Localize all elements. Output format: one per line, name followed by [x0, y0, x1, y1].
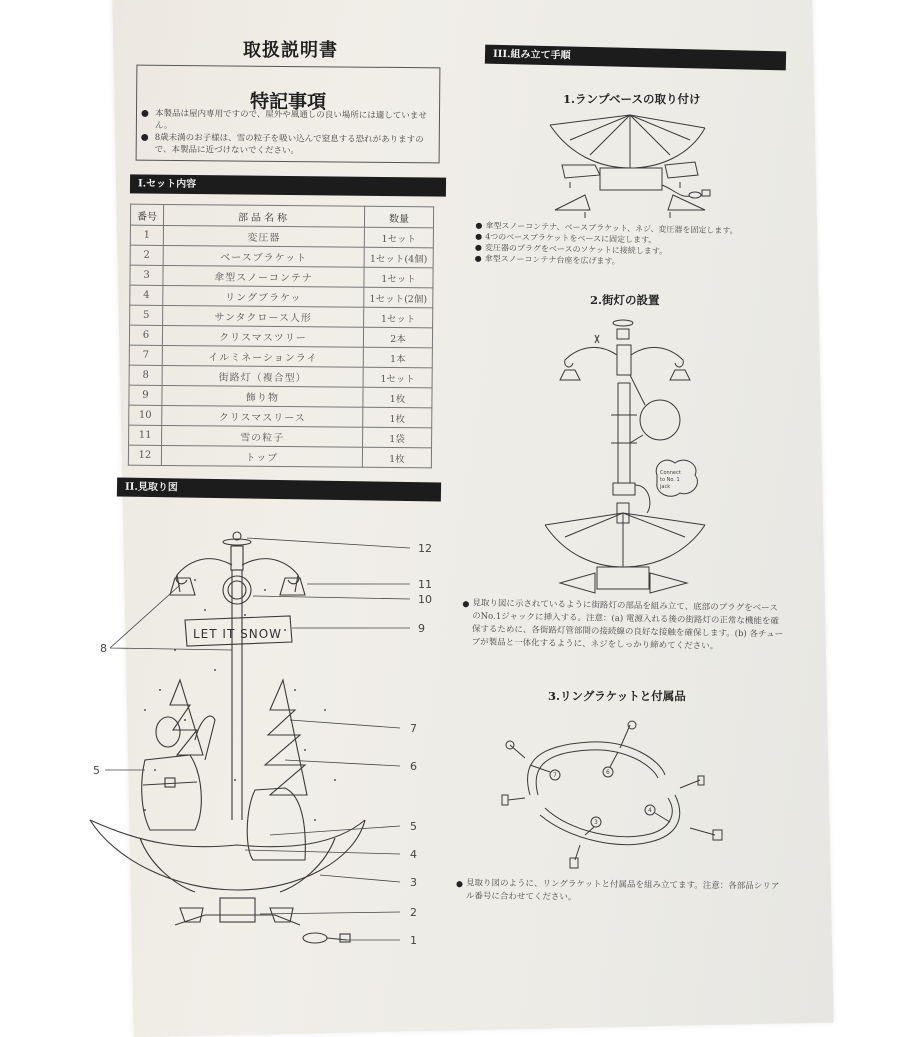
column-header-quantity: 数量 — [364, 206, 433, 228]
part-number-cell: 6 — [129, 325, 162, 345]
table-row — [129, 325, 432, 348]
part-name-cell: リングブラケッ — [163, 285, 364, 307]
part-quantity-cell: 1袋 — [363, 427, 432, 448]
ring-label-3: 3 — [594, 819, 598, 826]
ring-label-6: 6 — [606, 769, 610, 776]
part-quantity-cell: 2本 — [363, 327, 432, 348]
part-name-cell: ベースブラケット — [163, 245, 364, 267]
overview-diagram — [85, 520, 445, 960]
part-name-cell: 傘型スノーコンテナ — [163, 265, 364, 287]
part-name-cell: イルミネーションライ — [162, 345, 363, 367]
step1-bullet: ● 変圧器のプラグをベースのソケットに接続します。 — [475, 242, 775, 259]
part-number-cell: 7 — [129, 345, 162, 365]
part-quantity-cell: 1セット — [363, 367, 432, 388]
step2-bullet: ● 見取り図に示されているように街路灯の部品を組み立て、底部のプラグをベースのNo.1ジャックに挿入する。注意：(a) 電源入れる後の街路灯の正常な機能を確保するために、各街路灯管部間の接続線の良好な接触を確保します。(b) 各チューブが製品と一体化するように、ネジをしっかり締めてください。 — [462, 597, 785, 655]
part-quantity-cell: 1本 — [363, 347, 432, 368]
step3-bullet: ● 見取り図のように、リングラケットと付属品を組み立てます。注意：各部品シリアル番号に合わせてください。 — [456, 877, 786, 906]
table-row — [130, 265, 433, 288]
table-row — [130, 245, 433, 268]
callout-6: 6 — [410, 760, 417, 773]
table-row — [130, 305, 433, 328]
table-row — [129, 425, 432, 448]
column-header-number: 番号 — [130, 204, 163, 225]
parts-table — [128, 204, 434, 469]
part-number-cell: 1 — [130, 225, 163, 245]
part-quantity-cell: 1枚 — [362, 447, 431, 468]
step2-bullets — [462, 597, 785, 655]
callout-10: 10 — [418, 593, 432, 606]
part-number-cell: 4 — [130, 285, 163, 305]
connect-bubble-line: to No. 1 — [660, 477, 680, 483]
snow-dots-icon — [144, 579, 336, 821]
table-row — [130, 285, 433, 308]
document-title: 取扱説明書 — [243, 40, 338, 61]
notice-item: ● 本製品は屋内専用ですので、屋外や風通しの良い場所には適していません。 — [141, 108, 435, 135]
callout-3: 3 — [410, 876, 417, 889]
section-heading-diagram: II.見取り図 — [117, 477, 441, 501]
part-quantity-cell: 1セット — [364, 307, 433, 328]
part-name-cell: 変圧器 — [163, 225, 364, 247]
special-notice-box — [136, 65, 441, 164]
part-number-cell: 5 — [130, 305, 163, 325]
section-heading-assembly: III.組み立て手順 — [485, 45, 786, 71]
table-row — [130, 225, 433, 248]
part-name-cell: 街路灯（複合型） — [162, 365, 363, 387]
notice-list — [141, 108, 435, 159]
ring-bracket-diagram — [500, 710, 740, 870]
step1-bullets — [475, 220, 776, 270]
part-name-cell: トップ — [161, 445, 362, 467]
part-quantity-cell: 1セット — [364, 227, 433, 248]
table-row — [129, 345, 432, 368]
table-row — [129, 385, 432, 408]
lamp-base-diagram — [540, 110, 720, 220]
ring-label-7: 7 — [553, 772, 557, 779]
part-name-cell: 飾り物 — [162, 385, 363, 407]
part-name-cell: クリスマスツリー — [162, 325, 363, 347]
callout-9: 9 — [418, 622, 425, 635]
part-name-cell: クリスマスリース — [162, 405, 363, 427]
callout-11: 11 — [418, 578, 432, 591]
table-row — [129, 405, 432, 428]
table-header-row — [130, 204, 433, 228]
table-row — [128, 445, 431, 468]
table-row — [129, 365, 432, 388]
street-lamp-diagram — [535, 315, 715, 600]
step1-bullet: ● 傘型スノーコンテナ台座を広げます。 — [475, 253, 775, 270]
part-number-cell: 8 — [129, 365, 162, 385]
callout-12: 12 — [418, 542, 432, 555]
part-quantity-cell: 1セット(4個) — [364, 247, 433, 268]
part-number-cell: 10 — [129, 405, 162, 425]
part-name-cell: サンタクロース人形 — [163, 305, 364, 327]
part-quantity-cell: 1枚 — [363, 387, 432, 408]
notice-heading: 特記事項 — [249, 90, 327, 114]
step3-title: 3.リングラケットと付属品 — [548, 689, 686, 703]
callout-4: 4 — [410, 848, 417, 861]
step1-bullet: ● 傘型スノーコンテナ、ベースブラケット、ネジ、変圧器を固定します。 — [475, 220, 775, 237]
callout-2: 2 — [410, 906, 417, 919]
part-number-cell: 2 — [130, 245, 163, 265]
connect-bubble-line: Connect — [660, 470, 681, 476]
step1-bullet: ● 4つのベースブラケットをベースに固定します。 — [475, 231, 775, 248]
part-number-cell: 12 — [128, 445, 161, 465]
callout-5-santa: 5 — [93, 764, 100, 777]
callout-1: 1 — [410, 934, 417, 947]
step3-bullets — [456, 877, 786, 906]
section-heading-contents: I.セット内容 — [130, 174, 446, 196]
part-quantity-cell: 1セット — [364, 267, 433, 288]
callout-7: 7 — [410, 722, 417, 735]
part-quantity-cell: 1枚 — [363, 407, 432, 428]
part-number-cell: 11 — [129, 425, 162, 445]
part-number-cell: 9 — [129, 385, 162, 405]
step2-title: 2.街灯の設置 — [590, 293, 660, 307]
callout-8: 8 — [100, 642, 107, 655]
sign-text: LET IT SNOW — [193, 627, 282, 641]
callout-5-sack: 5 — [410, 820, 417, 833]
notice-item: ● 8歳未満のお子様は、雪の粒子を吸い込んで窒息する恐れがありますので、本製品に近づけないでください。 — [141, 132, 435, 159]
step1-title: 1.ランプベースの取り付け — [563, 92, 701, 106]
connect-bubble-line: jack — [660, 484, 671, 490]
column-header-part-name: 部品名称 — [163, 204, 364, 227]
part-number-cell: 3 — [130, 265, 163, 285]
part-quantity-cell: 1セット(2個) — [364, 287, 433, 308]
ring-label-4: 4 — [648, 807, 652, 814]
part-name-cell: 雪の粒子 — [162, 425, 363, 447]
